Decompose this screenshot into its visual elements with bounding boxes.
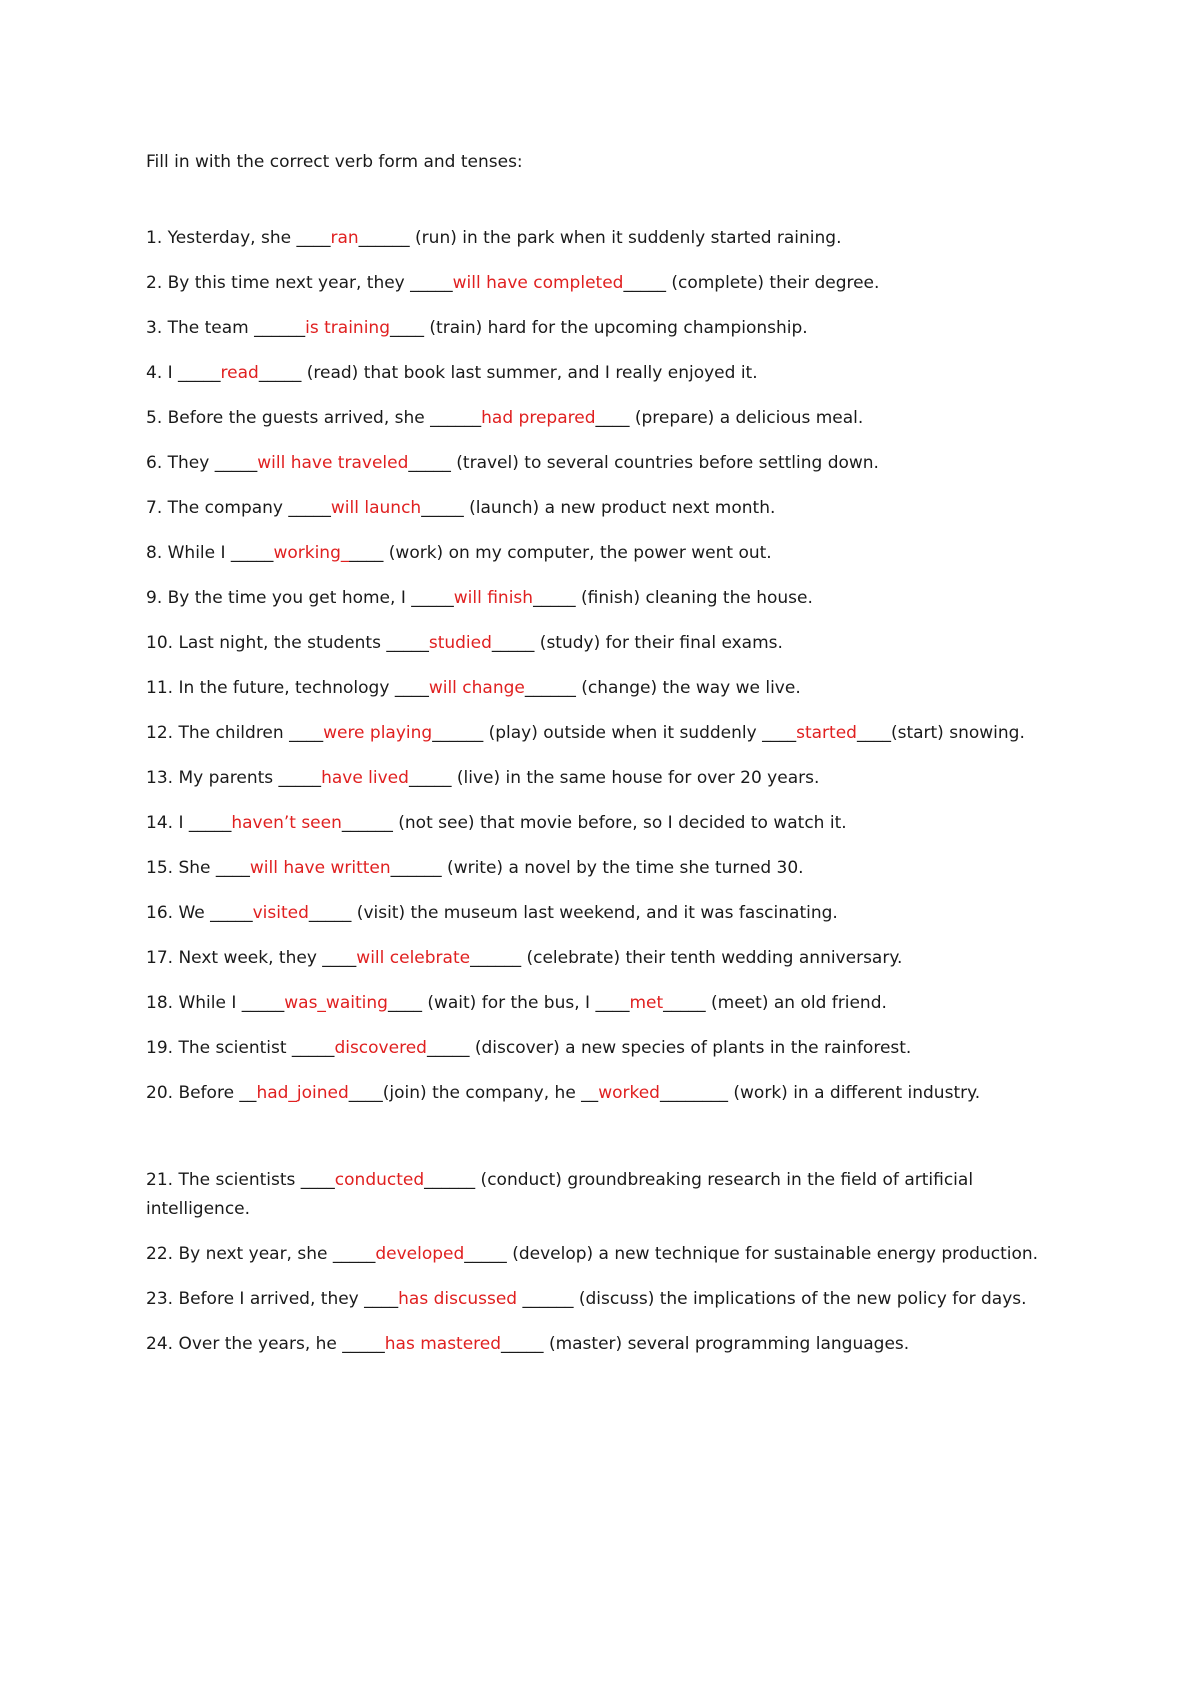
exercise-item	[146, 494, 1046, 523]
exercise-item	[146, 314, 1046, 343]
exercise-item	[146, 1285, 1046, 1314]
answer-text: is training	[305, 318, 390, 338]
prompt-text: ______ (write) a novel by the time she turned 30.	[390, 858, 804, 878]
answer-text: will celebrate	[356, 948, 471, 968]
prompt-text: _____ (visit) the museum last weekend, and it was fascinating.	[308, 903, 838, 923]
prompt-text: ____ (wait) for the bus, I ____	[387, 993, 630, 1013]
answer-text: started	[796, 723, 857, 743]
prompt-text: ____(join) the company, he __	[348, 1083, 599, 1103]
prompt-text: _____ (master) several programming languages.	[501, 1334, 910, 1354]
answer-text: met	[629, 993, 664, 1013]
answer-text: worked	[598, 1083, 660, 1103]
prompt-text: ____(start) snowing.	[856, 723, 1025, 743]
worksheet-title: Fill in with the correct verb form and tenses:	[146, 152, 523, 172]
answer-text: developed	[375, 1244, 465, 1264]
answer-text: will have written	[249, 858, 391, 878]
prompt-text: 2. By this time next year, they _____	[146, 273, 453, 293]
answer-text: conducted	[334, 1170, 425, 1190]
prompt-text: 11. In the future, technology ____	[146, 678, 429, 698]
exercise-item	[146, 899, 1046, 928]
prompt-text: 9. By the time you get home, I _____	[146, 588, 454, 608]
answer-text: will finish	[453, 588, 534, 608]
prompt-text: ______ (conduct) groundbreaking research in the field of artificial intelligence.	[146, 1170, 974, 1219]
answer-text: will change	[428, 678, 525, 698]
exercise-item	[146, 404, 1046, 433]
prompt-text: _____ (develop) a new technique for sustainable energy production.	[464, 1244, 1039, 1264]
exercise-item	[146, 944, 1046, 973]
exercise-item	[146, 764, 1046, 793]
prompt-text: ______ (celebrate) their tenth wedding anniversary.	[470, 948, 903, 968]
prompt-text: 14. I _____	[146, 813, 232, 833]
answer-text: will have completed	[452, 273, 624, 293]
exercise-item	[146, 359, 1046, 388]
answer-text: haven’t seen	[231, 813, 342, 833]
answer-text: will launch	[330, 498, 422, 518]
prompt-text: 24. Over the years, he _____	[146, 1334, 385, 1354]
prompt-text: _____ (meet) an old friend.	[663, 993, 887, 1013]
prompt-text: ____ (prepare) a delicious meal.	[595, 408, 864, 428]
answer-text: had_joined	[256, 1083, 349, 1103]
prompt-text: 1. Yesterday, she ____	[146, 228, 331, 248]
exercise-item	[146, 1330, 1046, 1359]
prompt-text: 21. The scientists ____	[146, 1170, 335, 1190]
prompt-text: 10. Last night, the students _____	[146, 633, 429, 653]
exercise-item	[146, 1034, 1046, 1063]
prompt-text: 18. While I _____	[146, 993, 285, 1013]
prompt-text: _____ (travel) to several countries before settling down.	[408, 453, 879, 473]
prompt-text: ______ (not see) that movie before, so I decided to watch it.	[341, 813, 847, 833]
exercise-item	[146, 674, 1046, 703]
prompt-text: _____ (study) for their final exams.	[491, 633, 783, 653]
prompt-text: 22. By next year, she _____	[146, 1244, 376, 1264]
exercise-item	[146, 719, 1046, 748]
prompt-text: ______ (discuss) the implications of the new policy for days.	[522, 1289, 1027, 1309]
answer-text: have lived	[321, 768, 409, 788]
prompt-text: 4. I _____	[146, 363, 221, 383]
exercise-item	[146, 809, 1046, 838]
exercise-item	[146, 539, 1046, 568]
prompt-text: ________ (work) in a different industry.	[659, 1083, 981, 1103]
prompt-text: ____ (work) on my computer, the power went out.	[349, 543, 772, 563]
answer-text: read	[220, 363, 259, 383]
answer-text: had prepared	[481, 408, 596, 428]
answer-text: discovered	[334, 1038, 427, 1058]
prompt-text: _____ (launch) a new product next month.	[421, 498, 776, 518]
answer-text: studied	[428, 633, 492, 653]
prompt-text: _____ (live) in the same house for over 20 years.	[408, 768, 820, 788]
exercise-item	[146, 449, 1046, 478]
exercise-item	[146, 224, 1046, 253]
answer-text: visited	[252, 903, 309, 923]
answer-text: will have traveled	[257, 453, 409, 473]
exercise-item	[146, 269, 1046, 298]
exercise-item	[146, 1079, 1046, 1108]
exercise-item	[146, 989, 1046, 1018]
exercise-list	[146, 224, 1046, 1359]
prompt-text: _____ (complete) their degree.	[623, 273, 880, 293]
prompt-text: ______ (run) in the park when it suddenly started raining.	[358, 228, 842, 248]
answer-text: has discussed	[398, 1289, 523, 1309]
prompt-text: 7. The company _____	[146, 498, 331, 518]
prompt-text: ____ (train) hard for the upcoming championship.	[390, 318, 808, 338]
answer-text: were playing	[323, 723, 433, 743]
exercise-item	[146, 1240, 1046, 1269]
answer-text: has mastered	[384, 1334, 502, 1354]
prompt-text: ______ (change) the way we live.	[524, 678, 801, 698]
exercise-item	[146, 1166, 1046, 1224]
prompt-text: 8. While I _____	[146, 543, 274, 563]
prompt-text: 3. The team ______	[146, 318, 306, 338]
prompt-text: _____ (read) that book last summer, and I really enjoyed it.	[258, 363, 758, 383]
prompt-text: 16. We _____	[146, 903, 253, 923]
exercise-item	[146, 584, 1046, 613]
prompt-text: 19. The scientist _____	[146, 1038, 335, 1058]
worksheet-content	[146, 150, 1046, 1375]
exercise-item	[146, 629, 1046, 658]
prompt-text: 20. Before __	[146, 1083, 257, 1103]
answer-text: was_waiting	[284, 993, 388, 1013]
prompt-text: _____ (finish) cleaning the house.	[533, 588, 813, 608]
prompt-text: 23. Before I arrived, they ____	[146, 1289, 399, 1309]
prompt-text: ______ (play) outside when it suddenly ____	[432, 723, 797, 743]
prompt-text: 12. The children ____	[146, 723, 324, 743]
prompt-text: 15. She ____	[146, 858, 250, 878]
prompt-text: _____ (discover) a new species of plants in the rainforest.	[426, 1038, 912, 1058]
prompt-text: 5. Before the guests arrived, she ______	[146, 408, 482, 428]
answer-text: working_	[273, 543, 350, 563]
prompt-text: 13. My parents _____	[146, 768, 322, 788]
prompt-text: 6. They _____	[146, 453, 258, 473]
prompt-text: 17. Next week, they ____	[146, 948, 357, 968]
answer-text: ran	[330, 228, 359, 248]
exercise-item	[146, 854, 1046, 883]
